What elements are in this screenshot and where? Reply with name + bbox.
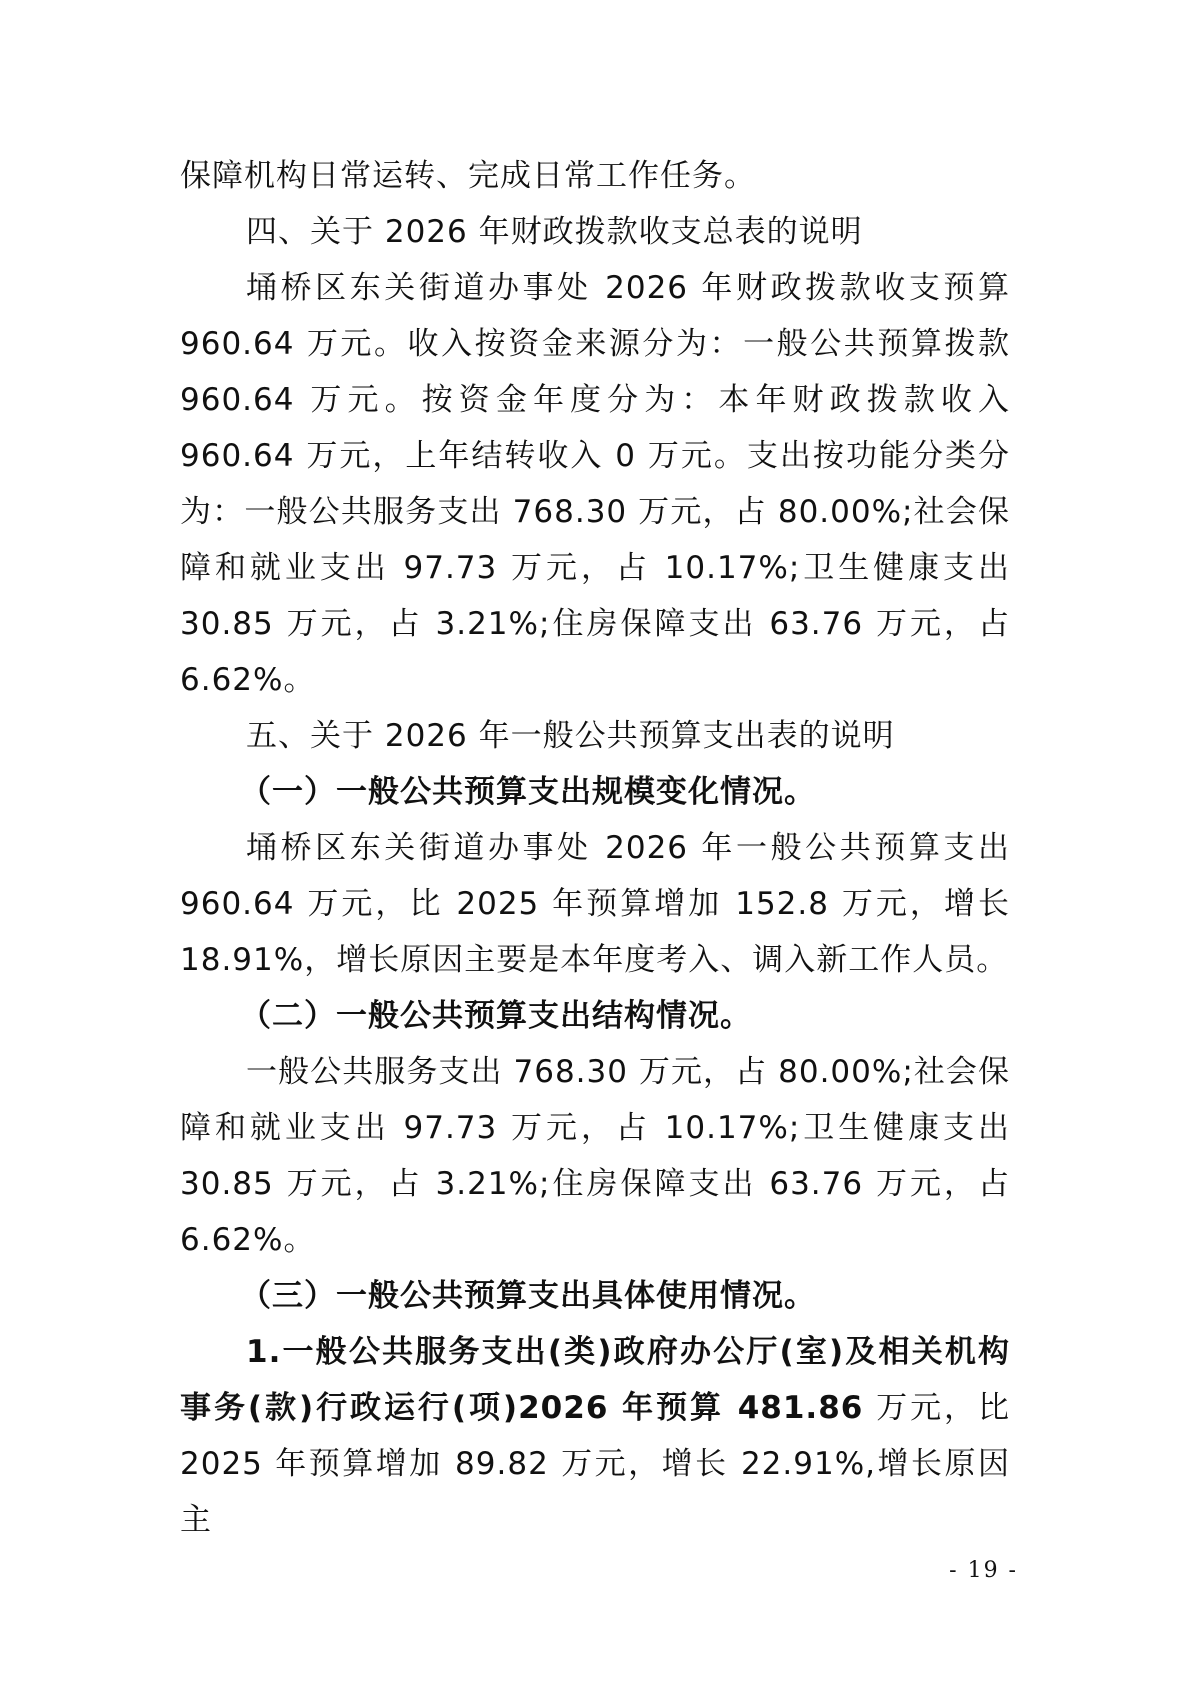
bold-run: 事务(款)行政运行(项)2026 年预算 481.86 bbox=[180, 1390, 864, 1426]
paragraph-line: 障和就业支出 97.73 万元，占 10.17%;卫生健康支出 bbox=[180, 550, 1010, 586]
paragraph-line: 960.64 万元，上年结转收入 0 万元。支出按功能分类分 bbox=[180, 438, 1010, 474]
paragraph-line: 2025 年预算增加 89.82 万元，增长 22.91%,增长原因主 bbox=[180, 1446, 1010, 1538]
section-heading-4: 四、关于 2026 年财政拨款收支总表的说明 bbox=[246, 214, 863, 250]
paragraph-line: 6.62%。 bbox=[180, 662, 316, 698]
page-number: - 19 - bbox=[949, 1558, 1018, 1583]
paragraph-line: 30.85 万元，占 3.21%;住房保障支出 63.76 万元，占 bbox=[180, 606, 1010, 642]
paragraph-line: 30.85 万元，占 3.21%;住房保障支出 63.76 万元，占 bbox=[180, 1166, 1010, 1202]
subsection-heading-1: （一）一般公共预算支出规模变化情况。 bbox=[240, 774, 816, 810]
paragraph-line: 18.91%，增长原因主要是本年度考入、调入新工作人员。 bbox=[180, 942, 1009, 978]
subsection-heading-2: （二）一般公共预算支出结构情况。 bbox=[240, 998, 752, 1034]
paragraph-line: 960.64 万元。按资金年度分为：本年财政拨款收入 bbox=[180, 382, 1010, 418]
paragraph-line: 960.64 万元。收入按资金来源分为：一般公共预算拨款 bbox=[180, 326, 1010, 362]
paragraph-line: 保障机构日常运转、完成日常工作任务。 bbox=[180, 158, 756, 194]
section-heading-5: 五、关于 2026 年一般公共预算支出表的说明 bbox=[246, 718, 895, 754]
subsection-heading-3: （三）一般公共预算支出具体使用情况。 bbox=[240, 1278, 816, 1314]
paragraph-line: 为：一般公共服务支出 768.30 万元，占 80.00%;社会保 bbox=[180, 494, 1010, 530]
paragraph-line: 960.64 万元，比 2025 年预算增加 152.8 万元，增长 bbox=[180, 886, 1010, 922]
paragraph-line: 一般公共服务支出 768.30 万元，占 80.00%;社会保 bbox=[246, 1054, 1010, 1090]
paragraph-line: 埇桥区东关街道办事处 2026 年财政拨款收支预算 bbox=[246, 270, 1010, 306]
paragraph-line: 6.62%。 bbox=[180, 1222, 316, 1258]
paragraph-line: 埇桥区东关街道办事处 2026 年一般公共预算支出 bbox=[246, 830, 1010, 866]
document-body bbox=[180, 148, 1010, 1548]
paragraph-line-mixed bbox=[180, 1380, 1010, 1436]
paragraph-line-bold: 1.一般公共服务支出(类)政府办公厅(室)及相关机构 bbox=[246, 1334, 1010, 1370]
normal-run: 万元，比 bbox=[863, 1390, 1010, 1426]
paragraph-line: 障和就业支出 97.73 万元，占 10.17%;卫生健康支出 bbox=[180, 1110, 1010, 1146]
